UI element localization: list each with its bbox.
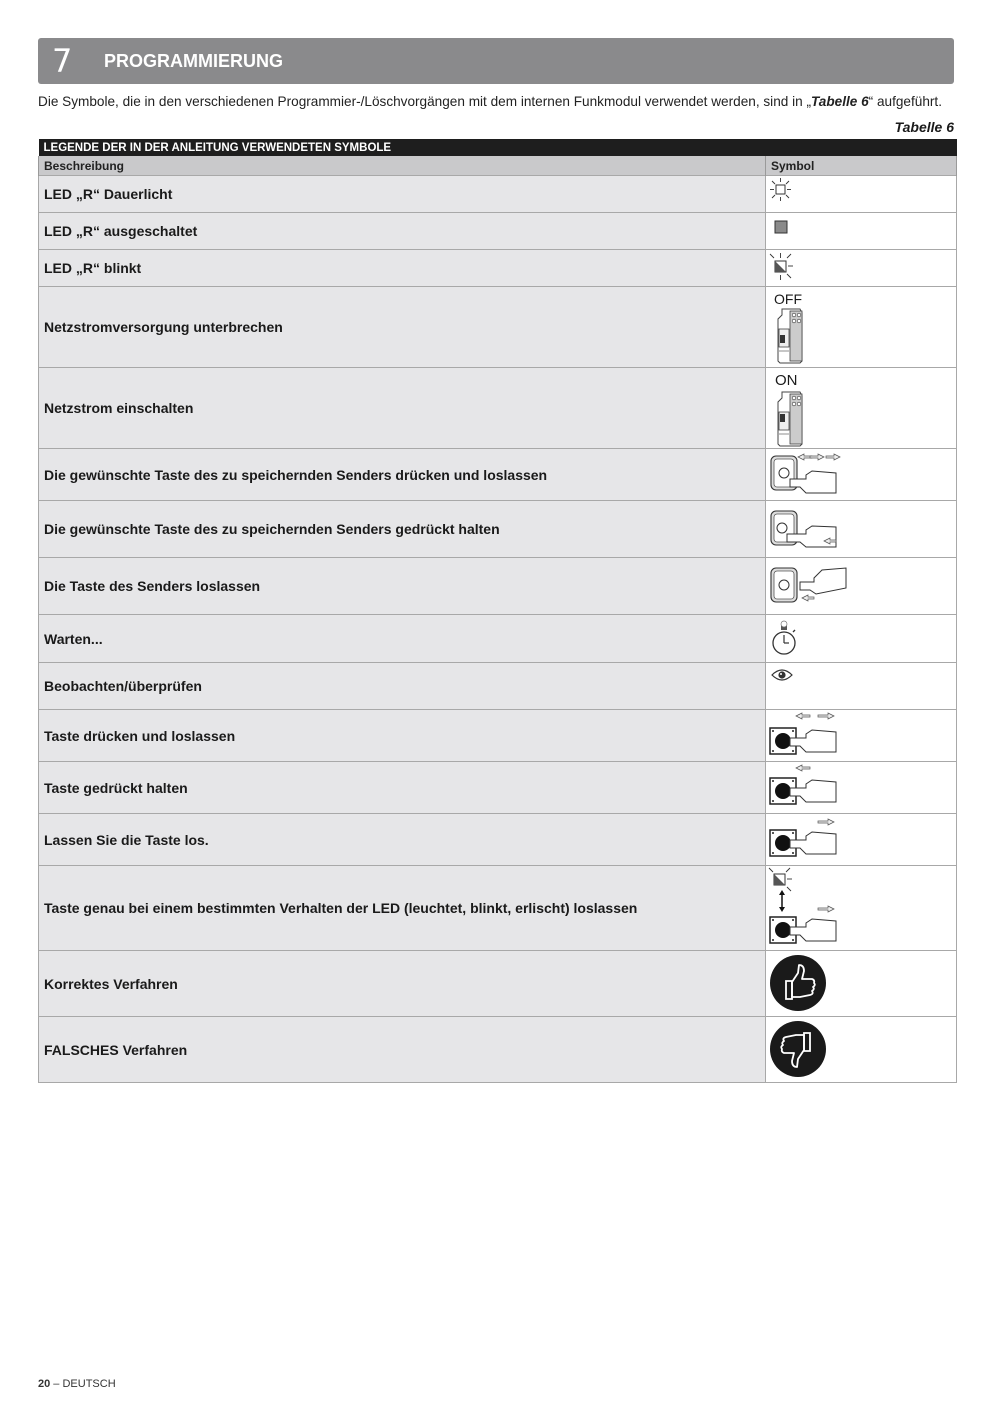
stopwatch-icon xyxy=(766,615,806,661)
table-row-description: Warten... xyxy=(39,615,766,663)
remote-hold-icon xyxy=(766,501,846,555)
led-sync-release-icon xyxy=(766,866,846,950)
breaker-off-label: OFF xyxy=(774,291,802,307)
table-row-description: Die gewünschte Taste des zu speichernden Senders drücken und loslassen xyxy=(39,449,766,501)
footer-language: DEUTSCH xyxy=(62,1378,116,1390)
led-off-icon xyxy=(766,213,806,243)
symbol-legend-table xyxy=(38,139,957,1083)
button-hold-icon xyxy=(766,762,846,812)
page-footer xyxy=(38,1378,116,1390)
table-row-description: Taste genau bei einem bestimmten Verhalten der LED (leuchtet, blinkt, erlischt) loslassen xyxy=(39,866,766,951)
table-row-description: Lassen Sie die Taste los. xyxy=(39,814,766,866)
chapter-title: PROGRAMMIERUNG xyxy=(104,51,283,71)
table-label: Tabelle 6 xyxy=(894,119,954,135)
table-row-description: FALSCHES Verfahren xyxy=(39,1017,766,1083)
led-on-icon xyxy=(766,176,806,206)
table-row-description: Korrektes Verfahren xyxy=(39,951,766,1017)
column-header-symbol: Symbol xyxy=(766,156,957,176)
remote-release-icon xyxy=(766,558,852,612)
chapter-header xyxy=(38,38,954,84)
intro-text-end: “ aufgeführt. xyxy=(868,94,942,109)
intro-paragraph xyxy=(38,94,958,109)
table-row-description: Die Taste des Senders loslassen xyxy=(39,558,766,615)
column-header-description: Beschreibung xyxy=(39,156,766,176)
breaker-on-label: ON xyxy=(775,372,798,389)
button-release-icon xyxy=(766,814,846,864)
intro-text: Die Symbole, die in den verschiedenen Programmier-/Löschvorgängen mit dem internen Funkmodul verwendet werden, sind in „ xyxy=(38,94,811,109)
table-row-description: LED „R“ ausgeschaltet xyxy=(39,213,766,250)
table-row-description: Die gewünschte Taste des zu speichernden Senders gedrückt halten xyxy=(39,501,766,558)
table-row-description: LED „R“ Dauerlicht xyxy=(39,176,766,213)
table-row-description: Taste gedrückt halten xyxy=(39,762,766,814)
table-row-description: LED „R“ blinkt xyxy=(39,250,766,287)
remote-press-release-icon xyxy=(766,449,846,499)
table-row-description: Netzstromversorgung unterbrechen xyxy=(39,287,766,368)
led-blink-icon xyxy=(766,250,806,284)
table-reference: Tabelle 6 xyxy=(810,94,869,109)
chapter-number: 7 xyxy=(52,42,73,80)
table-row-description: Netzstrom einschalten xyxy=(39,368,766,449)
thumbs-down-icon xyxy=(766,1017,830,1081)
footer-separator: – xyxy=(50,1378,63,1390)
button-press-release-icon xyxy=(766,710,846,760)
table-row-description: Taste drücken und loslassen xyxy=(39,710,766,762)
page-number: 20 xyxy=(38,1378,51,1390)
table-row-description: Beobachten/überprüfen xyxy=(39,663,766,710)
table-title: LEGENDE DER IN DER ANLEITUNG VERWENDETEN SYMBOLE xyxy=(39,139,957,156)
eye-icon xyxy=(766,663,806,693)
thumbs-up-icon xyxy=(766,951,830,1015)
